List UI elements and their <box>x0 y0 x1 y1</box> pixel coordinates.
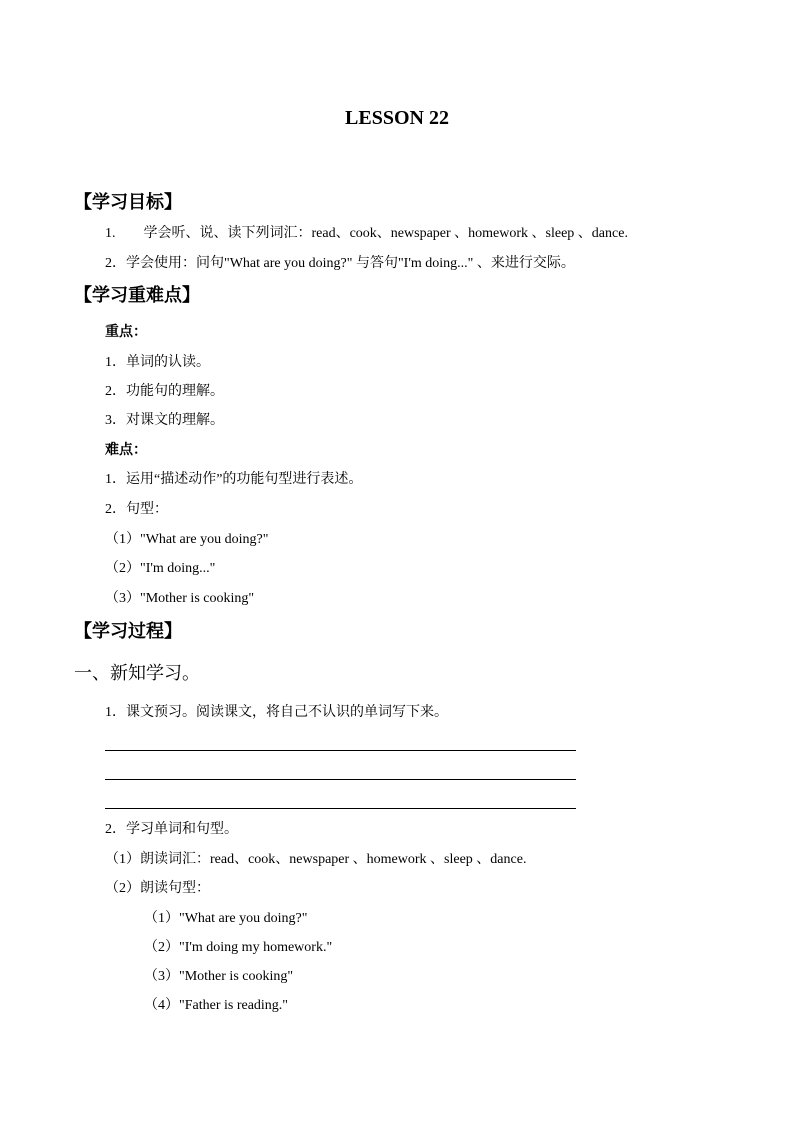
blank-answer-line <box>105 779 576 780</box>
difficulty-item: （3）"Mother is cooking" <box>105 591 255 606</box>
goal-item-1: 1. 学会听、说、读下列词汇：read、cook、newspaper 、homework 、sleep 、dance. <box>105 226 628 241</box>
key-points-heading: 【学习重难点】 <box>74 285 200 305</box>
difficulty-item: （1）"What are you doing?" <box>105 532 269 547</box>
sentence-item: （1）"What are you doing?" <box>144 911 308 926</box>
difficulty-item: （2）"I'm doing..." <box>105 561 216 576</box>
blank-answer-line <box>105 808 576 809</box>
sentence-item: （4）"Father is reading." <box>144 998 289 1013</box>
goals-heading: 【学习目标】 <box>74 192 182 212</box>
sentence-item: （2）"I'm doing my homework." <box>144 940 333 955</box>
focus-label: 重点： <box>105 325 147 340</box>
focus-item: 3．对课文的理解。 <box>105 413 224 428</box>
process-heading: 【学习过程】 <box>74 621 182 641</box>
difficulty-item: 1．运用“描述动作”的功能句型进行表述。 <box>105 472 363 487</box>
goal-item-2: 2．学会使用：问句"What are you doing?" 与答句"I'm doing..." 、来进行交际。 <box>105 256 575 271</box>
blank-answer-line <box>105 750 576 751</box>
difficulty-item: 2．句型： <box>105 502 168 517</box>
read-words: （1）朗读词汇：read、cook、newspaper 、homework 、sleep 、dance. <box>105 852 527 867</box>
difficulty-label: 难点： <box>105 443 147 458</box>
focus-item: 1．单词的认读。 <box>105 355 210 370</box>
read-sentences: （2）朗读句型： <box>105 881 210 896</box>
part-one-heading: 一、新知学习。 <box>74 663 200 683</box>
step-1: 1．课文预习。阅读课文，将自己不认识的单词写下来。 <box>105 705 448 720</box>
step-2: 2．学习单词和句型。 <box>105 822 238 837</box>
sentence-item: （3）"Mother is cooking" <box>144 969 294 984</box>
page-title: LESSON 22 <box>345 107 449 129</box>
focus-item: 2．功能句的理解。 <box>105 384 224 399</box>
